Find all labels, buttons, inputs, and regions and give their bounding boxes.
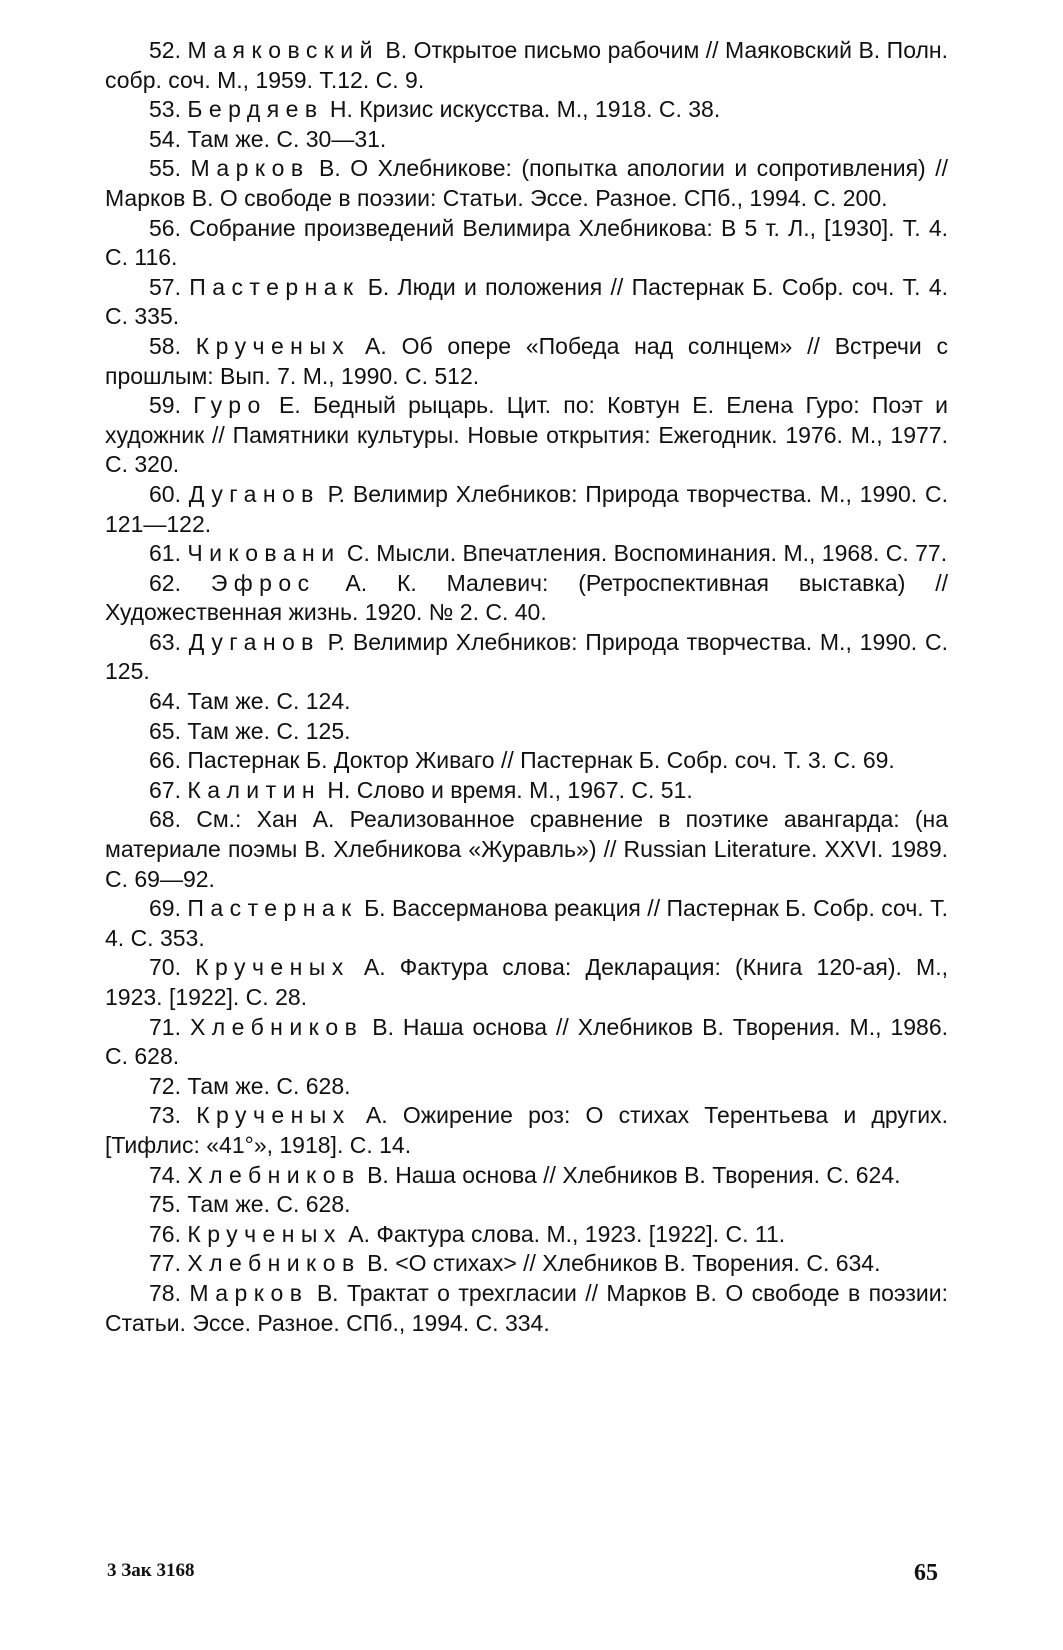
note-number: 57. (149, 273, 181, 300)
note-text: Н. Кризис искусства. М., 1918. С. 38. (329, 96, 721, 123)
note-number: 61. (149, 540, 181, 567)
note-item (105, 953, 948, 1012)
note-text: А. Об опере «Победа над солнцем» // Встречи с прошлым: Вып. 7. М., 1990. С. 512. (105, 332, 949, 389)
note-text: Там же. С. 125. (187, 717, 351, 744)
note-author: Крученых (187, 1220, 342, 1247)
note-item (105, 687, 948, 717)
note-author: Дуганов (188, 480, 320, 507)
note-text: Б. Вассерманова реакция // Пастернак Б. Собр. соч. Т. 4. С. 353. (105, 895, 949, 951)
note-text: Там же. С. 124. (187, 688, 351, 715)
note-item (105, 95, 948, 125)
note-text: В. О Хлебникове: (попытка апологии и сопротивления) // Марков В. О свободе в поэзии: Статьи. Эссе. Разное. СПб., 1994. С. 200. (105, 155, 949, 211)
printer-signature: 3 Зак 3168 (107, 1560, 195, 1581)
note-text: Пастернак Б. Доктор Живаго // Пастернак Б. Собр. соч. Т. 3. С. 69. (187, 747, 895, 774)
note-item (105, 1190, 948, 1220)
note-number: 55. (149, 155, 181, 182)
note-number: 75. (149, 1191, 181, 1218)
note-author: Крученых (196, 1102, 351, 1129)
note-number: 53. (149, 96, 181, 123)
note-text: Е. Бедный рыцарь. Цит. по: Ковтун Е. Елена Гуро: Поэт и художник // Памятники культуры. Новые открытия: Ежегодник. 1976. М., 1977. С. 320. (105, 392, 949, 478)
note-number: 78. (149, 1279, 181, 1306)
note-number: 71. (149, 1013, 181, 1040)
note-author: Марков (190, 155, 310, 182)
note-item (105, 746, 948, 776)
note-number: 67. (149, 776, 181, 803)
note-text: Н. Слово и время. М., 1967. С. 51. (327, 776, 693, 803)
note-item (105, 1220, 948, 1250)
note-text: А. Фактура слова. М., 1923. [1922]. С. 11. (348, 1220, 786, 1247)
note-item (105, 36, 948, 95)
note-text: Собрание произведений Велимира Хлебникова: В 5 т. Л., [1930]. Т. 4. С. 116. (105, 214, 948, 271)
note-text: Б. Люди и положения // Пастернак Б. Собр. соч. Т. 4. С. 335. (105, 273, 948, 330)
note-number: 72. (149, 1072, 181, 1099)
note-text: Р. Велимир Хлебников: Природа творчества. М., 1990. С. 125. (105, 628, 949, 685)
note-author: Гуро (193, 392, 267, 419)
note-number: 68. (149, 806, 181, 833)
note-author: Крученых (195, 954, 350, 981)
note-text: В. Открытое письмо рабочим // Маяковский В. Полн. собр. соч. М., 1959. Т.12. С. 9. (105, 37, 949, 93)
note-item (105, 154, 948, 213)
note-author: Маяковский (187, 37, 379, 63)
note-item (105, 805, 948, 894)
note-item (105, 1249, 948, 1279)
note-author: Эфрос (210, 569, 316, 596)
note-author: Хлебников (187, 1250, 361, 1277)
note-item (105, 125, 948, 155)
note-text: Там же. С. 628. (187, 1191, 351, 1218)
notes-list (105, 36, 948, 1338)
note-number: 73. (149, 1102, 181, 1129)
note-text: А. Ожирение роз: О стихах Терентьева и других. [Тифлис: «41°», 1918]. С. 14. (105, 1102, 949, 1158)
note-item (105, 569, 948, 628)
note-text: В. Трактат о трехгласии // Марков В. О свободе в поэзии: Статьи. Эссе. Разное. СПб., 1994. С. 334. (105, 1279, 949, 1336)
page-number: 65 (914, 1560, 938, 1586)
note-number: 60. (149, 480, 181, 507)
note-text: См.: Хан А. Реализованное сравнение в поэтике авангарда: (на материале поэмы В. Хлебникова «Журавль») // Russian Literature. XXVI. 1989. С. 69—92. (105, 806, 949, 892)
note-item (105, 214, 948, 273)
note-item (105, 391, 948, 480)
note-number: 59. (149, 392, 181, 419)
note-item (105, 539, 948, 569)
note-item (105, 1101, 948, 1160)
note-text: Там же. С. 628. (187, 1072, 351, 1099)
note-text: В. Наша основа // Хлебников В. Творения. С. 624. (367, 1161, 901, 1188)
note-author: Бердяев (187, 96, 324, 123)
note-text: А. Фактура слова: Декларация: (Книга 120-ая). М., 1923. [1922]. С. 28. (105, 954, 948, 1010)
note-author: Марков (189, 1279, 309, 1306)
note-author: Крученых (195, 332, 351, 359)
note-number: 58. (149, 332, 181, 359)
note-item (105, 332, 948, 391)
note-author: Хлебников (189, 1013, 364, 1040)
note-text: Там же. С. 30—31. (187, 125, 387, 152)
note-item (105, 628, 948, 687)
note-item (105, 1161, 948, 1191)
note-item (105, 1013, 948, 1072)
note-number: 70. (149, 954, 181, 981)
note-item (105, 894, 948, 953)
note-author: Пастернак (187, 895, 358, 922)
note-number: 54. (149, 125, 181, 152)
note-item (105, 273, 948, 332)
note-number: 69. (149, 895, 181, 922)
note-number: 56. (149, 214, 181, 241)
note-number: 66. (149, 747, 181, 774)
note-text: С. Мысли. Впечатления. Воспоминания. М., 1968. С. 77. (346, 540, 948, 567)
note-author: Калитин (187, 776, 321, 803)
note-text: А. К. Малевич: (Ретроспективная выставка) // Художественная жизнь. 1920. № 2. С. 40. (105, 569, 948, 626)
note-number: 63. (149, 628, 181, 655)
note-item (105, 717, 948, 747)
note-number: 65. (149, 717, 181, 744)
note-text: В. Наша основа // Хлебников В. Творения. М., 1986. С. 628. (105, 1013, 949, 1070)
note-author: Пастернак (189, 273, 360, 300)
note-item (105, 1279, 948, 1338)
note-number: 76. (149, 1220, 181, 1247)
note-item (105, 776, 948, 806)
note-text: Р. Велимир Хлебников: Природа творчества. М., 1990. С. 121—122. (105, 480, 949, 537)
note-number: 77. (149, 1250, 181, 1277)
note-text: В. <О стихах> // Хлебников В. Творения. С. 634. (367, 1250, 881, 1277)
note-number: 62. (149, 569, 181, 596)
note-number: 74. (149, 1161, 181, 1188)
note-author: Дуганов (188, 628, 320, 655)
note-number: 64. (149, 688, 181, 715)
note-item (105, 480, 948, 539)
note-author: Чиковани (187, 540, 341, 567)
note-number: 52. (149, 37, 181, 63)
note-author: Хлебников (187, 1161, 361, 1188)
note-item (105, 1072, 948, 1102)
